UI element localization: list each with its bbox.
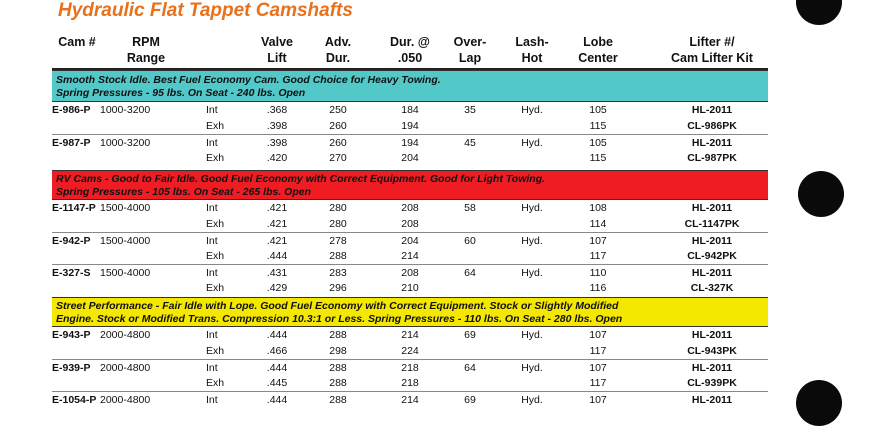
lifter-kit: CL-943PK	[687, 345, 737, 357]
advertised-duration: 288	[329, 362, 347, 374]
col-header-lash-hot: Lash- Hot	[515, 35, 549, 65]
lifter-kit: HL-2011	[691, 104, 733, 116]
binder-hole	[798, 171, 844, 217]
section-description-line: RV Cams - Good to Fair Idle. Good Fuel Economy with Correct Equipment. Good for Light Towing.	[56, 173, 546, 185]
section-description-yellow	[52, 297, 768, 327]
lobe-center: 117	[589, 377, 607, 389]
section-description-cyan	[52, 70, 768, 102]
valve-side: Exh	[206, 120, 225, 132]
valve-side: Exh	[206, 250, 225, 262]
table-row	[52, 359, 768, 376]
col-header-adv-dur: Adv. Dur.	[324, 35, 352, 65]
lobe-center: 105	[589, 104, 607, 116]
overlap: 45	[464, 137, 476, 149]
valve-side: Int	[206, 362, 218, 374]
valve-lift: .444	[266, 362, 288, 374]
valve-lift: .429	[266, 282, 288, 294]
lobe-center: 110	[589, 267, 607, 279]
overlap: 69	[464, 329, 476, 341]
lobe-center: 107	[589, 329, 607, 341]
duration-050: 214	[401, 329, 419, 341]
lifter-kit: HL-2011	[691, 202, 733, 214]
col-header-lifter-kit: Lifter #/ Cam Lifter Kit	[671, 35, 753, 65]
lobe-center: 107	[589, 394, 607, 406]
valve-lift: .431	[266, 267, 288, 279]
cam-number: E-1147-P	[52, 202, 96, 214]
lifter-kit: CL-942PK	[687, 250, 737, 262]
lifter-kit: HL-2011	[691, 394, 733, 406]
page-title: Hydraulic Flat Tappet Camshafts	[58, 0, 353, 21]
valve-lift: .398	[266, 120, 288, 132]
rpm-range: 2000-4800	[100, 329, 151, 341]
overlap: 35	[464, 104, 476, 116]
lobe-center: 117	[589, 250, 607, 262]
table-row	[52, 375, 768, 391]
overlap: 58	[464, 202, 476, 214]
cam-number: E-942-P	[52, 235, 91, 247]
lifter-kit: HL-2011	[691, 267, 733, 279]
valve-side: Int	[206, 202, 218, 214]
duration-050: 204	[401, 152, 419, 164]
valve-lift: .445	[266, 377, 288, 389]
rpm-range: 2000-4800	[100, 362, 151, 374]
valve-side: Exh	[206, 345, 225, 357]
duration-050: 210	[401, 282, 419, 294]
table-row	[52, 232, 768, 249]
duration-050: 194	[401, 137, 419, 149]
lobe-center: 107	[589, 362, 607, 374]
section-description-red	[52, 170, 768, 200]
rpm-range: 2000-4800	[100, 394, 151, 406]
section-description-line: Spring Pressures - 95 lbs. On Seat - 240 lbs. Open	[56, 87, 306, 99]
valve-lift: .398	[266, 137, 288, 149]
duration-050: 214	[401, 250, 419, 262]
binder-hole	[796, 380, 842, 426]
advertised-duration: 288	[329, 394, 347, 406]
advertised-duration: 296	[329, 282, 347, 294]
valve-lift: .444	[266, 250, 288, 262]
lobe-center: 115	[589, 152, 607, 164]
rpm-range: 1000-3200	[100, 104, 151, 116]
duration-050: 218	[401, 377, 419, 389]
advertised-duration: 260	[329, 137, 347, 149]
advertised-duration: 278	[329, 235, 347, 247]
duration-050: 218	[401, 362, 419, 374]
valve-side: Int	[206, 104, 218, 116]
valve-side: Int	[206, 267, 218, 279]
advertised-duration: 260	[329, 120, 347, 132]
lobe-center: 108	[589, 202, 607, 214]
lifter-kit: HL-2011	[691, 362, 733, 374]
valve-lift: .421	[266, 235, 288, 247]
col-header-cam: Cam #	[58, 35, 96, 49]
cam-number: E-943-P	[52, 329, 91, 341]
valve-side: Exh	[206, 377, 225, 389]
advertised-duration: 288	[329, 250, 347, 262]
lobe-center: 107	[589, 235, 607, 247]
binder-hole	[796, 0, 842, 25]
advertised-duration: 270	[329, 152, 347, 164]
section-description-line: Smooth Stock Idle. Best Fuel Economy Cam. Good Choice for Heavy Towing.	[56, 74, 441, 86]
cam-number: E-1054-P	[52, 394, 97, 406]
lifter-kit: HL-2011	[691, 235, 733, 247]
advertised-duration: 280	[329, 202, 347, 214]
rpm-range: 1500-4000	[100, 202, 151, 214]
table-row	[52, 200, 768, 216]
table-header	[52, 34, 768, 70]
lifter-kit: CL-327K	[690, 282, 734, 294]
cam-number: E-987-P	[52, 137, 91, 149]
lobe-center: 117	[589, 345, 607, 357]
valve-lift: .444	[266, 329, 288, 341]
lash-hot: Hyd.	[521, 202, 543, 214]
valve-side: Int	[206, 235, 218, 247]
table-row	[52, 150, 768, 166]
section-description-line: Spring Pressures - 105 lbs. On Seat - 265 lbs. Open	[56, 186, 312, 198]
table-row	[52, 248, 768, 264]
duration-050: 184	[401, 104, 419, 116]
col-header-dur-050: Dur. @ .050	[390, 35, 430, 65]
overlap: 60	[464, 235, 476, 247]
duration-050: 208	[401, 218, 419, 230]
table-row	[52, 280, 768, 296]
col-header-valve-lift: Valve Lift	[261, 35, 293, 65]
valve-side: Exh	[206, 282, 225, 294]
valve-side: Exh	[206, 218, 225, 230]
lobe-center: 116	[589, 282, 607, 294]
section-description-line: Street Performance - Fair Idle with Lope. Good Fuel Economy with Correct Equipment. Stock or Slightly Modified	[56, 300, 619, 312]
lash-hot: Hyd.	[521, 329, 543, 341]
duration-050: 204	[401, 235, 419, 247]
duration-050: 224	[401, 345, 419, 357]
lash-hot: Hyd.	[521, 104, 543, 116]
table-row	[52, 134, 768, 151]
valve-side: Int	[206, 394, 218, 406]
valve-lift: .420	[266, 152, 288, 164]
valve-side: Int	[206, 137, 218, 149]
rpm-range: 1500-4000	[100, 235, 151, 247]
overlap: 69	[464, 394, 476, 406]
lobe-center: 115	[589, 120, 607, 132]
duration-050: 208	[401, 202, 419, 214]
overlap: 64	[464, 362, 476, 374]
section-description-line: Engine. Stock or Modified Trans. Compression 10.3:1 or Less. Spring Pressures - 110 lbs. On Seat - 280 lbs. Open	[56, 313, 623, 325]
valve-side: Int	[206, 329, 218, 341]
table-row	[52, 102, 768, 118]
lifter-kit: CL-986PK	[687, 120, 737, 132]
duration-050: 194	[401, 120, 419, 132]
advertised-duration: 283	[329, 267, 347, 279]
lobe-center: 114	[589, 218, 607, 230]
overlap: 64	[464, 267, 476, 279]
valve-lift: .421	[266, 202, 288, 214]
table-row	[52, 118, 768, 134]
advertised-duration: 288	[329, 377, 347, 389]
rpm-range: 1500-4000	[100, 267, 151, 279]
lifter-kit: CL-939PK	[687, 377, 737, 389]
col-header-rpm: RPM Range	[126, 35, 166, 65]
lash-hot: Hyd.	[521, 267, 543, 279]
cam-number: E-327-S	[52, 267, 91, 279]
cam-number: E-986-P	[52, 104, 91, 116]
advertised-duration: 280	[329, 218, 347, 230]
lash-hot: Hyd.	[521, 362, 543, 374]
advertised-duration: 250	[329, 104, 347, 116]
lifter-kit: HL-2011	[691, 329, 733, 341]
table-row	[52, 264, 768, 281]
cam-number: E-939-P	[52, 362, 91, 374]
duration-050: 208	[401, 267, 419, 279]
advertised-duration: 288	[329, 329, 347, 341]
advertised-duration: 298	[329, 345, 347, 357]
valve-lift: .368	[266, 104, 288, 116]
table-row	[52, 343, 768, 359]
rpm-range: 1000-3200	[100, 137, 151, 149]
duration-050: 214	[401, 394, 419, 406]
valve-side: Exh	[206, 152, 225, 164]
lifter-kit: CL-1147PK	[684, 218, 740, 230]
lobe-center: 105	[589, 137, 607, 149]
valve-lift: .421	[266, 218, 288, 230]
lifter-kit: HL-2011	[691, 137, 733, 149]
valve-lift: .444	[266, 394, 288, 406]
lash-hot: Hyd.	[521, 394, 543, 406]
col-header-overlap: Over- Lap	[453, 35, 487, 65]
col-header-lobe-center: Lobe Center	[578, 35, 618, 65]
table-row	[52, 216, 768, 232]
lash-hot: Hyd.	[521, 137, 543, 149]
table-row	[52, 327, 768, 343]
lash-hot: Hyd.	[521, 235, 543, 247]
valve-lift: .466	[266, 345, 288, 357]
lifter-kit: CL-987PK	[687, 152, 737, 164]
